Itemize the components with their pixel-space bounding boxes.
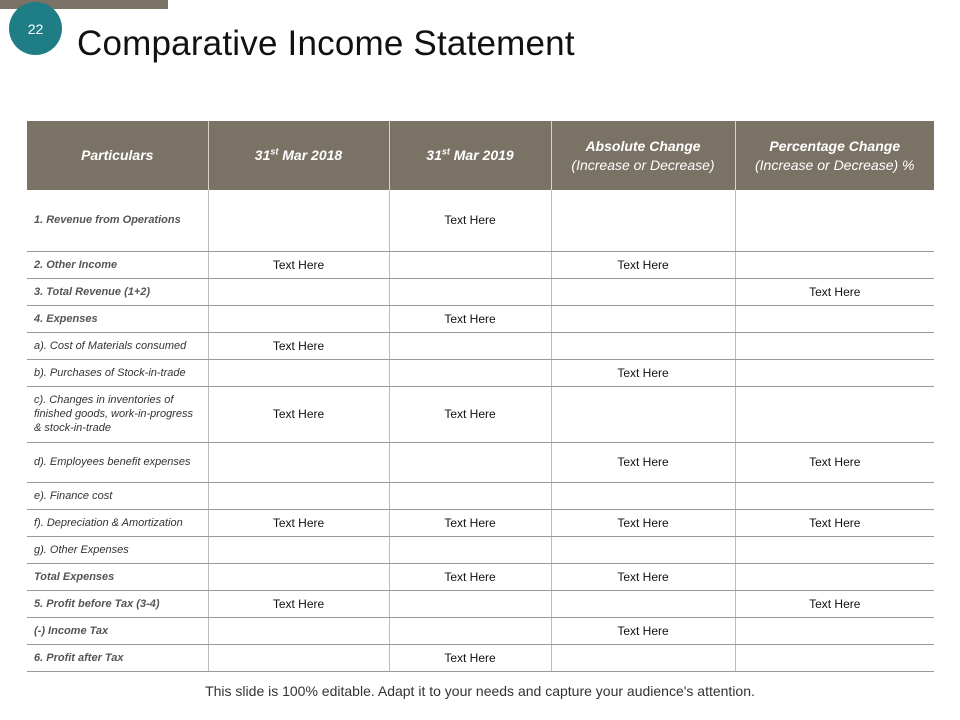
table-cell: Text Here xyxy=(208,386,389,442)
table-row xyxy=(27,536,934,563)
table-cell: Text Here xyxy=(389,644,551,671)
table-cell xyxy=(208,190,389,251)
table-cell xyxy=(551,590,735,617)
table-cell: Text Here xyxy=(551,563,735,590)
header-particulars: Particulars xyxy=(27,121,208,190)
table-cell xyxy=(208,278,389,305)
table-cell xyxy=(551,278,735,305)
header-percentage-change: Percentage Change (Increase or Decrease) % xyxy=(735,121,934,190)
table-cell xyxy=(389,482,551,509)
header-mar-2018: 31st Mar 2018 xyxy=(208,121,389,190)
table-cell xyxy=(208,536,389,563)
row-label: 5. Profit before Tax (3-4) xyxy=(27,590,208,617)
row-label: 4. Expenses xyxy=(27,305,208,332)
table-cell xyxy=(735,644,934,671)
table-cell xyxy=(389,332,551,359)
row-label: 2. Other Income xyxy=(27,251,208,278)
table-cell: Text Here xyxy=(389,509,551,536)
row-label: g). Other Expenses xyxy=(27,536,208,563)
table-cell xyxy=(735,482,934,509)
table-cell xyxy=(389,251,551,278)
table-cell: Text Here xyxy=(551,509,735,536)
table-cell: Text Here xyxy=(389,386,551,442)
row-label: b). Purchases of Stock-in-trade xyxy=(27,359,208,386)
row-label: 6. Profit after Tax xyxy=(27,644,208,671)
table-cell: Text Here xyxy=(208,590,389,617)
table-cell xyxy=(551,332,735,359)
table-row xyxy=(27,442,934,482)
row-label: 1. Revenue from Operations xyxy=(27,190,208,251)
table-header-row xyxy=(27,121,934,190)
table-cell: Text Here xyxy=(389,305,551,332)
table-cell xyxy=(389,442,551,482)
table-row xyxy=(27,563,934,590)
page-title: Comparative Income Statement xyxy=(77,24,575,63)
table-cell xyxy=(208,305,389,332)
table-cell: Text Here xyxy=(551,359,735,386)
table-cell: Text Here xyxy=(551,617,735,644)
table-cell: Text Here xyxy=(551,251,735,278)
table-row xyxy=(27,359,934,386)
table-cell xyxy=(389,359,551,386)
table-cell xyxy=(551,536,735,563)
table-cell xyxy=(735,190,934,251)
table-row xyxy=(27,332,934,359)
table-cell xyxy=(551,482,735,509)
table-cell xyxy=(208,359,389,386)
table-cell xyxy=(208,482,389,509)
table-row xyxy=(27,617,934,644)
table-cell xyxy=(735,305,934,332)
row-label: c). Changes in inventories of finished goods, work-in-progress & stock-in-trade xyxy=(27,386,208,442)
table-cell xyxy=(208,563,389,590)
row-label: Total Expenses xyxy=(27,563,208,590)
table-cell: Text Here xyxy=(208,509,389,536)
table-cell xyxy=(735,617,934,644)
row-label: d). Employees benefit expenses xyxy=(27,442,208,482)
slide-number-badge xyxy=(9,2,62,55)
table-cell: Text Here xyxy=(735,442,934,482)
table-row xyxy=(27,305,934,332)
table-cell: Text Here xyxy=(208,251,389,278)
table-cell xyxy=(735,251,934,278)
table-cell xyxy=(208,617,389,644)
table-cell xyxy=(735,332,934,359)
table-cell xyxy=(735,563,934,590)
table-cell xyxy=(551,190,735,251)
table-row xyxy=(27,590,934,617)
income-statement-table xyxy=(27,121,934,672)
table-row xyxy=(27,190,934,251)
table-cell: Text Here xyxy=(208,332,389,359)
header-absolute-change: Absolute Change (Increase or Decrease) xyxy=(551,121,735,190)
row-label: 3. Total Revenue (1+2) xyxy=(27,278,208,305)
table-cell: Text Here xyxy=(551,442,735,482)
table-cell xyxy=(735,359,934,386)
table-cell: Text Here xyxy=(389,190,551,251)
table-cell xyxy=(551,305,735,332)
table-row xyxy=(27,644,934,671)
table-cell xyxy=(389,590,551,617)
table-cell xyxy=(389,536,551,563)
table-cell: Text Here xyxy=(735,590,934,617)
table-cell xyxy=(551,386,735,442)
table-cell: Text Here xyxy=(735,278,934,305)
header-mar-2019: 31st Mar 2019 xyxy=(389,121,551,190)
footer-note: This slide is 100% editable. Adapt it to your needs and capture your audience's attention. xyxy=(205,683,755,699)
table-cell xyxy=(208,442,389,482)
slide-number: 22 xyxy=(27,20,44,37)
row-label: a). Cost of Materials consumed xyxy=(27,332,208,359)
row-label: f). Depreciation & Amortization xyxy=(27,509,208,536)
table-cell xyxy=(735,536,934,563)
table-row xyxy=(27,482,934,509)
row-label: (-) Income Tax xyxy=(27,617,208,644)
table-cell: Text Here xyxy=(735,509,934,536)
table-cell xyxy=(551,644,735,671)
table-row xyxy=(27,251,934,278)
table-cell xyxy=(735,386,934,442)
table-cell xyxy=(208,644,389,671)
table-cell xyxy=(389,278,551,305)
row-label: e). Finance cost xyxy=(27,482,208,509)
table-cell: Text Here xyxy=(389,563,551,590)
table-cell xyxy=(389,617,551,644)
table-row xyxy=(27,509,934,536)
table-row xyxy=(27,278,934,305)
table-row xyxy=(27,386,934,442)
